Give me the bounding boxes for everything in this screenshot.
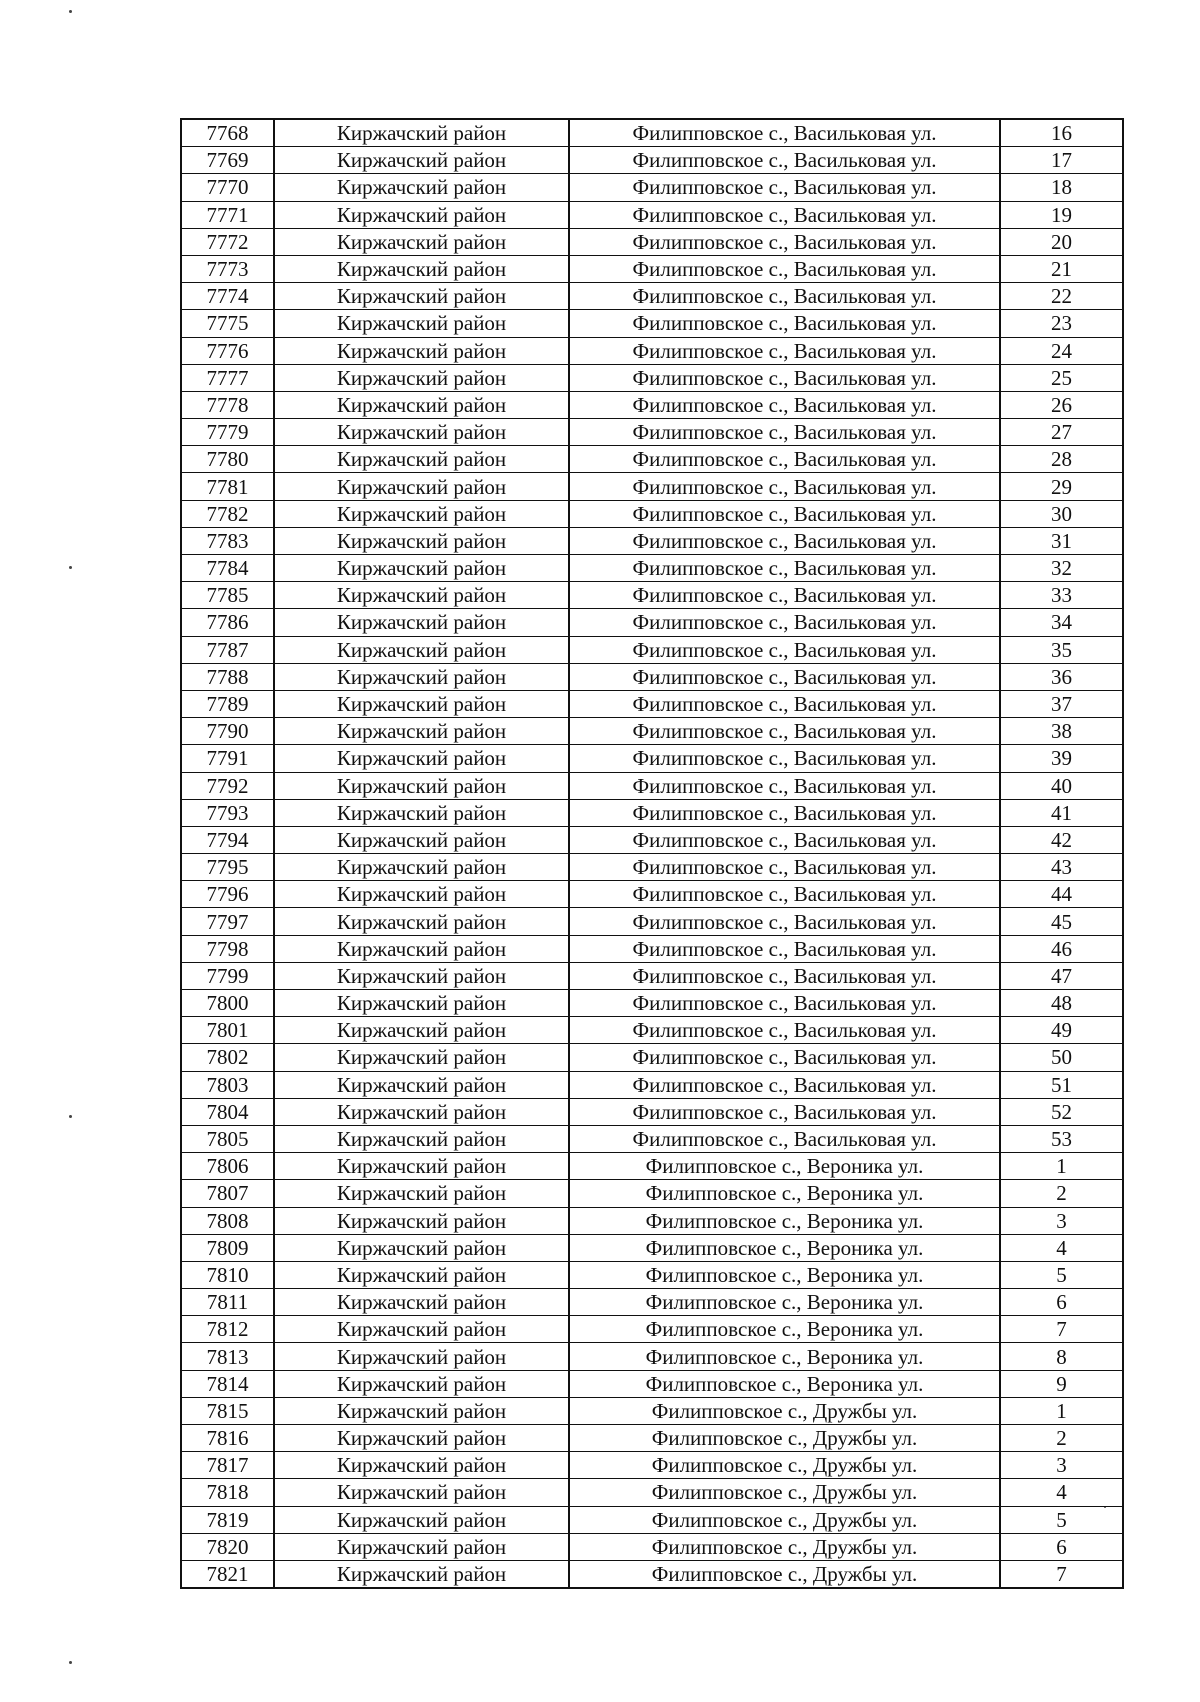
district-cell: Киржачский район bbox=[274, 854, 569, 881]
house-number-cell: 29 bbox=[1000, 473, 1123, 500]
table-row bbox=[181, 854, 1123, 881]
table-row bbox=[181, 826, 1123, 853]
table-row bbox=[181, 283, 1123, 310]
row-number-cell: 7820 bbox=[181, 1533, 274, 1560]
house-number-cell: 18 bbox=[1000, 174, 1123, 201]
district-cell: Киржачский район bbox=[274, 609, 569, 636]
address-cell: Филипповское с., Васильковая ул. bbox=[569, 826, 1000, 853]
address-cell: Филипповское с., Васильковая ул. bbox=[569, 228, 1000, 255]
house-number-cell: 21 bbox=[1000, 255, 1123, 282]
table-row bbox=[181, 419, 1123, 446]
scan-speck bbox=[69, 566, 72, 569]
address-cell: Филипповское с., Дружбы ул. bbox=[569, 1479, 1000, 1506]
table-row bbox=[181, 527, 1123, 554]
table-row bbox=[181, 663, 1123, 690]
address-cell: Филипповское с., Васильковая ул. bbox=[569, 908, 1000, 935]
table-row bbox=[181, 119, 1123, 147]
house-number-cell: 5 bbox=[1000, 1261, 1123, 1288]
table-row bbox=[181, 1180, 1123, 1207]
house-number-cell: 20 bbox=[1000, 228, 1123, 255]
house-number-cell: 41 bbox=[1000, 799, 1123, 826]
address-cell: Филипповское с., Васильковая ул. bbox=[569, 174, 1000, 201]
address-cell: Филипповское с., Васильковая ул. bbox=[569, 500, 1000, 527]
table-row bbox=[181, 1017, 1123, 1044]
table-row bbox=[181, 1397, 1123, 1424]
row-number-cell: 7770 bbox=[181, 174, 274, 201]
house-number-cell: 43 bbox=[1000, 854, 1123, 881]
row-number-cell: 7786 bbox=[181, 609, 274, 636]
house-number-cell: 4 bbox=[1000, 1479, 1123, 1506]
district-cell: Киржачский район bbox=[274, 881, 569, 908]
table-row bbox=[181, 147, 1123, 174]
table-row bbox=[181, 1207, 1123, 1234]
row-number-cell: 7782 bbox=[181, 500, 274, 527]
address-cell: Филипповское с., Дружбы ул. bbox=[569, 1397, 1000, 1424]
address-cell: Филипповское с., Дружбы ул. bbox=[569, 1560, 1000, 1588]
district-cell: Киржачский район bbox=[274, 1506, 569, 1533]
house-number-cell: 5 bbox=[1000, 1506, 1123, 1533]
district-cell: Киржачский район bbox=[274, 500, 569, 527]
row-number-cell: 7785 bbox=[181, 582, 274, 609]
table-row bbox=[181, 582, 1123, 609]
row-number-cell: 7803 bbox=[181, 1071, 274, 1098]
address-cell: Филипповское с., Васильковая ул. bbox=[569, 609, 1000, 636]
district-cell: Киржачский район bbox=[274, 962, 569, 989]
row-number-cell: 7781 bbox=[181, 473, 274, 500]
row-number-cell: 7779 bbox=[181, 419, 274, 446]
row-number-cell: 7773 bbox=[181, 255, 274, 282]
table-row bbox=[181, 1560, 1123, 1588]
district-cell: Киржачский район bbox=[274, 1207, 569, 1234]
district-cell: Киржачский район bbox=[274, 1044, 569, 1071]
table-row bbox=[181, 1425, 1123, 1452]
house-number-cell: 7 bbox=[1000, 1560, 1123, 1588]
district-cell: Киржачский район bbox=[274, 1425, 569, 1452]
row-number-cell: 7771 bbox=[181, 201, 274, 228]
row-number-cell: 7784 bbox=[181, 555, 274, 582]
row-number-cell: 7797 bbox=[181, 908, 274, 935]
address-cell: Филипповское с., Васильковая ул. bbox=[569, 881, 1000, 908]
house-number-cell: 22 bbox=[1000, 283, 1123, 310]
table-row bbox=[181, 473, 1123, 500]
district-cell: Киржачский район bbox=[274, 1560, 569, 1588]
row-number-cell: 7787 bbox=[181, 636, 274, 663]
house-number-cell: 2 bbox=[1000, 1180, 1123, 1207]
address-cell: Филипповское с., Дружбы ул. bbox=[569, 1506, 1000, 1533]
address-cell: Филипповское с., Дружбы ул. bbox=[569, 1452, 1000, 1479]
table-row bbox=[181, 555, 1123, 582]
table-row bbox=[181, 1071, 1123, 1098]
address-cell: Филипповское с., Вероника ул. bbox=[569, 1261, 1000, 1288]
table-row bbox=[181, 337, 1123, 364]
house-number-cell: 46 bbox=[1000, 935, 1123, 962]
table-row bbox=[181, 1098, 1123, 1125]
address-cell: Филипповское с., Вероника ул. bbox=[569, 1343, 1000, 1370]
district-cell: Киржачский район bbox=[274, 364, 569, 391]
house-number-cell: 26 bbox=[1000, 391, 1123, 418]
house-number-cell: 39 bbox=[1000, 745, 1123, 772]
row-number-cell: 7778 bbox=[181, 391, 274, 418]
district-cell: Киржачский район bbox=[274, 1316, 569, 1343]
row-number-cell: 7814 bbox=[181, 1370, 274, 1397]
row-number-cell: 7815 bbox=[181, 1397, 274, 1424]
address-cell: Филипповское с., Васильковая ул. bbox=[569, 799, 1000, 826]
table-row bbox=[181, 609, 1123, 636]
row-number-cell: 7777 bbox=[181, 364, 274, 391]
row-number-cell: 7800 bbox=[181, 990, 274, 1017]
district-cell: Киржачский район bbox=[274, 636, 569, 663]
district-cell: Киржачский район bbox=[274, 1234, 569, 1261]
address-cell: Филипповское с., Вероника ул. bbox=[569, 1316, 1000, 1343]
row-number-cell: 7817 bbox=[181, 1452, 274, 1479]
address-cell: Филипповское с., Васильковая ул. bbox=[569, 718, 1000, 745]
address-cell: Филипповское с., Вероника ул. bbox=[569, 1180, 1000, 1207]
row-number-cell: 7808 bbox=[181, 1207, 274, 1234]
row-number-cell: 7789 bbox=[181, 690, 274, 717]
district-cell: Киржачский район bbox=[274, 1153, 569, 1180]
house-number-cell: 19 bbox=[1000, 201, 1123, 228]
address-cell: Филипповское с., Васильковая ул. bbox=[569, 1071, 1000, 1098]
address-cell: Филипповское с., Васильковая ул. bbox=[569, 337, 1000, 364]
table-row bbox=[181, 1533, 1123, 1560]
district-cell: Киржачский район bbox=[274, 310, 569, 337]
row-number-cell: 7774 bbox=[181, 283, 274, 310]
address-cell: Филипповское с., Васильковая ул. bbox=[569, 962, 1000, 989]
district-cell: Киржачский район bbox=[274, 337, 569, 364]
house-number-cell: 30 bbox=[1000, 500, 1123, 527]
table-row bbox=[181, 500, 1123, 527]
district-cell: Киржачский район bbox=[274, 1533, 569, 1560]
address-cell: Филипповское с., Васильковая ул. bbox=[569, 364, 1000, 391]
table-row bbox=[181, 690, 1123, 717]
address-cell: Филипповское с., Васильковая ул. bbox=[569, 935, 1000, 962]
row-number-cell: 7818 bbox=[181, 1479, 274, 1506]
scan-speck bbox=[69, 10, 72, 13]
address-cell: Филипповское с., Вероника ул. bbox=[569, 1207, 1000, 1234]
table-row bbox=[181, 1452, 1123, 1479]
table-row bbox=[181, 1316, 1123, 1343]
address-cell: Филипповское с., Васильковая ул. bbox=[569, 310, 1000, 337]
address-cell: Филипповское с., Вероника ул. bbox=[569, 1370, 1000, 1397]
district-cell: Киржачский район bbox=[274, 147, 569, 174]
table-row bbox=[181, 718, 1123, 745]
house-number-cell: 53 bbox=[1000, 1125, 1123, 1152]
row-number-cell: 7798 bbox=[181, 935, 274, 962]
district-cell: Киржачский район bbox=[274, 1289, 569, 1316]
address-cell: Филипповское с., Вероника ул. bbox=[569, 1289, 1000, 1316]
district-cell: Киржачский район bbox=[274, 255, 569, 282]
table-row bbox=[181, 799, 1123, 826]
district-cell: Киржачский район bbox=[274, 228, 569, 255]
table-row bbox=[181, 1506, 1123, 1533]
address-cell: Филипповское с., Васильковая ул. bbox=[569, 582, 1000, 609]
row-number-cell: 7796 bbox=[181, 881, 274, 908]
district-cell: Киржачский район bbox=[274, 1180, 569, 1207]
house-number-cell: 45 bbox=[1000, 908, 1123, 935]
district-cell: Киржачский район bbox=[274, 1125, 569, 1152]
address-registry-table bbox=[180, 118, 1124, 1589]
district-cell: Киржачский район bbox=[274, 663, 569, 690]
table-row bbox=[181, 1125, 1123, 1152]
row-number-cell: 7805 bbox=[181, 1125, 274, 1152]
row-number-cell: 7791 bbox=[181, 745, 274, 772]
address-cell: Филипповское с., Васильковая ул. bbox=[569, 527, 1000, 554]
table-row bbox=[181, 1234, 1123, 1261]
district-cell: Киржачский район bbox=[274, 690, 569, 717]
house-number-cell: 27 bbox=[1000, 419, 1123, 446]
address-cell: Филипповское с., Васильковая ул. bbox=[569, 391, 1000, 418]
row-number-cell: 7795 bbox=[181, 854, 274, 881]
address-cell: Филипповское с., Васильковая ул. bbox=[569, 446, 1000, 473]
house-number-cell: 33 bbox=[1000, 582, 1123, 609]
district-cell: Киржачский район bbox=[274, 446, 569, 473]
address-cell: Филипповское с., Васильковая ул. bbox=[569, 1017, 1000, 1044]
house-number-cell: 17 bbox=[1000, 147, 1123, 174]
row-number-cell: 7772 bbox=[181, 228, 274, 255]
house-number-cell: 1 bbox=[1000, 1397, 1123, 1424]
district-cell: Киржачский район bbox=[274, 1397, 569, 1424]
district-cell: Киржачский район bbox=[274, 174, 569, 201]
house-number-cell: 40 bbox=[1000, 772, 1123, 799]
house-number-cell: 6 bbox=[1000, 1533, 1123, 1560]
table-row bbox=[181, 1370, 1123, 1397]
house-number-cell: 44 bbox=[1000, 881, 1123, 908]
house-number-cell: 49 bbox=[1000, 1017, 1123, 1044]
house-number-cell: 50 bbox=[1000, 1044, 1123, 1071]
address-cell: Филипповское с., Васильковая ул. bbox=[569, 147, 1000, 174]
table-row bbox=[181, 1343, 1123, 1370]
table-row bbox=[181, 446, 1123, 473]
district-cell: Киржачский район bbox=[274, 908, 569, 935]
house-number-cell: 1 bbox=[1000, 1153, 1123, 1180]
district-cell: Киржачский район bbox=[274, 772, 569, 799]
row-number-cell: 7794 bbox=[181, 826, 274, 853]
row-number-cell: 7811 bbox=[181, 1289, 274, 1316]
table-body bbox=[181, 119, 1123, 1588]
house-number-cell: 6 bbox=[1000, 1289, 1123, 1316]
district-cell: Киржачский район bbox=[274, 745, 569, 772]
row-number-cell: 7802 bbox=[181, 1044, 274, 1071]
district-cell: Киржачский район bbox=[274, 119, 569, 147]
house-number-cell: 48 bbox=[1000, 990, 1123, 1017]
row-number-cell: 7821 bbox=[181, 1560, 274, 1588]
row-number-cell: 7812 bbox=[181, 1316, 274, 1343]
district-cell: Киржачский район bbox=[274, 283, 569, 310]
house-number-cell: 28 bbox=[1000, 446, 1123, 473]
address-cell: Филипповское с., Васильковая ул. bbox=[569, 283, 1000, 310]
address-cell: Филипповское с., Васильковая ул. bbox=[569, 772, 1000, 799]
table-row bbox=[181, 962, 1123, 989]
table-row bbox=[181, 1153, 1123, 1180]
house-number-cell: 4 bbox=[1000, 1234, 1123, 1261]
table-row bbox=[181, 364, 1123, 391]
table-row bbox=[181, 1261, 1123, 1288]
address-cell: Филипповское с., Васильковая ул. bbox=[569, 663, 1000, 690]
row-number-cell: 7775 bbox=[181, 310, 274, 337]
district-cell: Киржачский район bbox=[274, 1071, 569, 1098]
district-cell: Киржачский район bbox=[274, 555, 569, 582]
row-number-cell: 7768 bbox=[181, 119, 274, 147]
row-number-cell: 7809 bbox=[181, 1234, 274, 1261]
address-cell: Филипповское с., Васильковая ул. bbox=[569, 745, 1000, 772]
address-cell: Филипповское с., Вероника ул. bbox=[569, 1234, 1000, 1261]
address-cell: Филипповское с., Дружбы ул. bbox=[569, 1425, 1000, 1452]
table-row bbox=[181, 174, 1123, 201]
address-cell: Филипповское с., Дружбы ул. bbox=[569, 1533, 1000, 1560]
district-cell: Киржачский район bbox=[274, 718, 569, 745]
district-cell: Киржачский район bbox=[274, 1343, 569, 1370]
row-number-cell: 7792 bbox=[181, 772, 274, 799]
table-row bbox=[181, 990, 1123, 1017]
table-row bbox=[181, 1044, 1123, 1071]
address-cell: Филипповское с., Васильковая ул. bbox=[569, 201, 1000, 228]
address-cell: Филипповское с., Васильковая ул. bbox=[569, 636, 1000, 663]
house-number-cell: 7 bbox=[1000, 1316, 1123, 1343]
table-row bbox=[181, 391, 1123, 418]
district-cell: Киржачский район bbox=[274, 582, 569, 609]
row-number-cell: 7769 bbox=[181, 147, 274, 174]
address-cell: Филипповское с., Васильковая ул. bbox=[569, 1125, 1000, 1152]
row-number-cell: 7780 bbox=[181, 446, 274, 473]
table-row bbox=[181, 255, 1123, 282]
house-number-cell: 8 bbox=[1000, 1343, 1123, 1370]
row-number-cell: 7801 bbox=[181, 1017, 274, 1044]
row-number-cell: 7813 bbox=[181, 1343, 274, 1370]
row-number-cell: 7783 bbox=[181, 527, 274, 554]
house-number-cell: 31 bbox=[1000, 527, 1123, 554]
district-cell: Киржачский район bbox=[274, 201, 569, 228]
table-row bbox=[181, 636, 1123, 663]
district-cell: Киржачский район bbox=[274, 391, 569, 418]
district-cell: Киржачский район bbox=[274, 1017, 569, 1044]
row-number-cell: 7788 bbox=[181, 663, 274, 690]
district-cell: Киржачский район bbox=[274, 419, 569, 446]
house-number-cell: 42 bbox=[1000, 826, 1123, 853]
table-row bbox=[181, 201, 1123, 228]
address-cell: Филипповское с., Вероника ул. bbox=[569, 1153, 1000, 1180]
row-number-cell: 7804 bbox=[181, 1098, 274, 1125]
address-cell: Филипповское с., Васильковая ул. bbox=[569, 990, 1000, 1017]
house-number-cell: 38 bbox=[1000, 718, 1123, 745]
district-cell: Киржачский район bbox=[274, 1479, 569, 1506]
address-cell: Филипповское с., Васильковая ул. bbox=[569, 555, 1000, 582]
house-number-cell: 32 bbox=[1000, 555, 1123, 582]
house-number-cell: 34 bbox=[1000, 609, 1123, 636]
address-cell: Филипповское с., Васильковая ул. bbox=[569, 419, 1000, 446]
district-cell: Киржачский район bbox=[274, 1452, 569, 1479]
district-cell: Киржачский район bbox=[274, 1370, 569, 1397]
house-number-cell: 16 bbox=[1000, 119, 1123, 147]
district-cell: Киржачский район bbox=[274, 1261, 569, 1288]
house-number-cell: 3 bbox=[1000, 1207, 1123, 1234]
house-number-cell: 36 bbox=[1000, 663, 1123, 690]
house-number-cell: 2 bbox=[1000, 1425, 1123, 1452]
district-cell: Киржачский район bbox=[274, 799, 569, 826]
row-number-cell: 7799 bbox=[181, 962, 274, 989]
house-number-cell: 47 bbox=[1000, 962, 1123, 989]
address-cell: Филипповское с., Васильковая ул. bbox=[569, 255, 1000, 282]
district-cell: Киржачский район bbox=[274, 473, 569, 500]
row-number-cell: 7793 bbox=[181, 799, 274, 826]
table-row bbox=[181, 1479, 1123, 1506]
address-cell: Филипповское с., Васильковая ул. bbox=[569, 1098, 1000, 1125]
table-row bbox=[181, 908, 1123, 935]
district-cell: Киржачский район bbox=[274, 527, 569, 554]
row-number-cell: 7790 bbox=[181, 718, 274, 745]
address-cell: Филипповское с., Васильковая ул. bbox=[569, 119, 1000, 147]
row-number-cell: 7776 bbox=[181, 337, 274, 364]
house-number-cell: 52 bbox=[1000, 1098, 1123, 1125]
table-row bbox=[181, 881, 1123, 908]
row-number-cell: 7810 bbox=[181, 1261, 274, 1288]
address-cell: Филипповское с., Васильковая ул. bbox=[569, 854, 1000, 881]
house-number-cell: 3 bbox=[1000, 1452, 1123, 1479]
house-number-cell: 35 bbox=[1000, 636, 1123, 663]
house-number-cell: 51 bbox=[1000, 1071, 1123, 1098]
house-number-cell: 9 bbox=[1000, 1370, 1123, 1397]
address-cell: Филипповское с., Васильковая ул. bbox=[569, 473, 1000, 500]
house-number-cell: 25 bbox=[1000, 364, 1123, 391]
address-cell: Филипповское с., Васильковая ул. bbox=[569, 690, 1000, 717]
address-cell: Филипповское с., Васильковая ул. bbox=[569, 1044, 1000, 1071]
table-row bbox=[181, 1289, 1123, 1316]
house-number-cell: 37 bbox=[1000, 690, 1123, 717]
table-row bbox=[181, 745, 1123, 772]
row-number-cell: 7819 bbox=[181, 1506, 274, 1533]
house-number-cell: 23 bbox=[1000, 310, 1123, 337]
district-cell: Киржачский район bbox=[274, 1098, 569, 1125]
table-row bbox=[181, 772, 1123, 799]
table-row bbox=[181, 228, 1123, 255]
row-number-cell: 7807 bbox=[181, 1180, 274, 1207]
scan-speck bbox=[69, 1115, 72, 1118]
district-cell: Киржачский район bbox=[274, 826, 569, 853]
row-number-cell: 7816 bbox=[181, 1425, 274, 1452]
table-row bbox=[181, 310, 1123, 337]
scan-speck bbox=[69, 1661, 72, 1664]
district-cell: Киржачский район bbox=[274, 990, 569, 1017]
row-number-cell: 7806 bbox=[181, 1153, 274, 1180]
district-cell: Киржачский район bbox=[274, 935, 569, 962]
house-number-cell: 24 bbox=[1000, 337, 1123, 364]
table-row bbox=[181, 935, 1123, 962]
